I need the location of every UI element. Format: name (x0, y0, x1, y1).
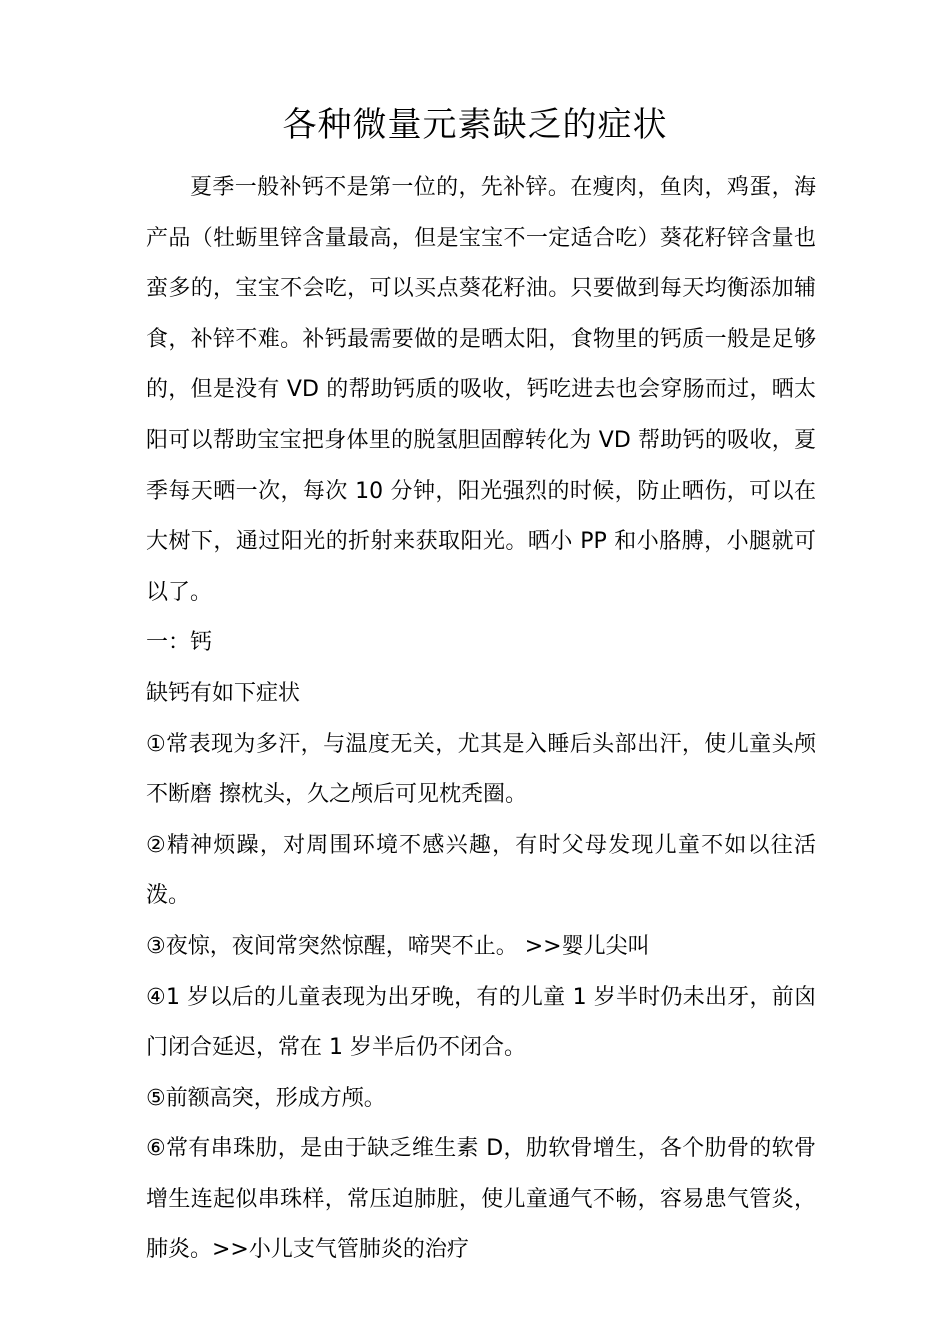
symptom-item-2: ②精神烦躁，对周围环境不感兴趣，有时父母发现儿童不如以往活泼。 (146, 832, 816, 909)
symptom-item-5: ⑤前额高突，形成方颅。 (146, 1085, 386, 1111)
symptom-item-6: ⑥常有串珠肋，是由于缺乏维生素 D，肋软骨增生，各个肋骨的软骨增生连起似串珠样，常压迫肺脏，使儿童通气不畅，容易患气管炎，肺炎。>>小儿支气管肺炎的治疗 (146, 1136, 816, 1263)
symptom-item-4: ④1 岁以后的儿童表现为出牙晚，有的儿童 1 岁半时仍未出牙，前囟门闭合延迟，常在 1 岁半后仍不闭合。 (146, 984, 816, 1061)
symptoms-intro: 缺钙有如下症状 (146, 680, 301, 706)
intro-paragraph: 夏季一般补钙不是第一位的，先补锌。在瘦肉，鱼肉，鸡蛋，海产品（牡蛎里锌含量最高，但是宝宝不一定适合吃）葵花籽锌含量也蛮多的，宝宝不会吃，可以买点葵花籽油。只要做到每天均衡添加辅食，补锌不难。补钙最需要做的是晒太阳，食物里的钙质一般是足够的，但是没有 VD 的帮助钙质的吸收，钙吃进去也会穿肠而过，晒太阳可以帮助宝宝把身体里的脱氢胆固醇转化为 VD 帮助钙的吸收，夏季每天晒一次，每次 10 分钟，阳光强烈的时候，防止晒伤，可以在大树下，通过阳光的折射来获取阳光。晒小 PP 和小胳膊，小腿就可以了。 (146, 175, 816, 605)
symptom-item-3: ③夜惊，夜间常突然惊醒，啼哭不止。 >>婴儿尖叫 (146, 933, 650, 959)
document-body (146, 163, 816, 1276)
document-title: 各种微量元素缺乏的症状 (282, 105, 668, 145)
symptom-item-1: ①常表现为多汗，与温度无关，尤其是入睡后头部出汗，使儿童头颅不断磨 擦枕头，久之颅后可见枕秃圈。 (146, 731, 816, 808)
section-heading-calcium: 一：钙 (146, 630, 213, 656)
